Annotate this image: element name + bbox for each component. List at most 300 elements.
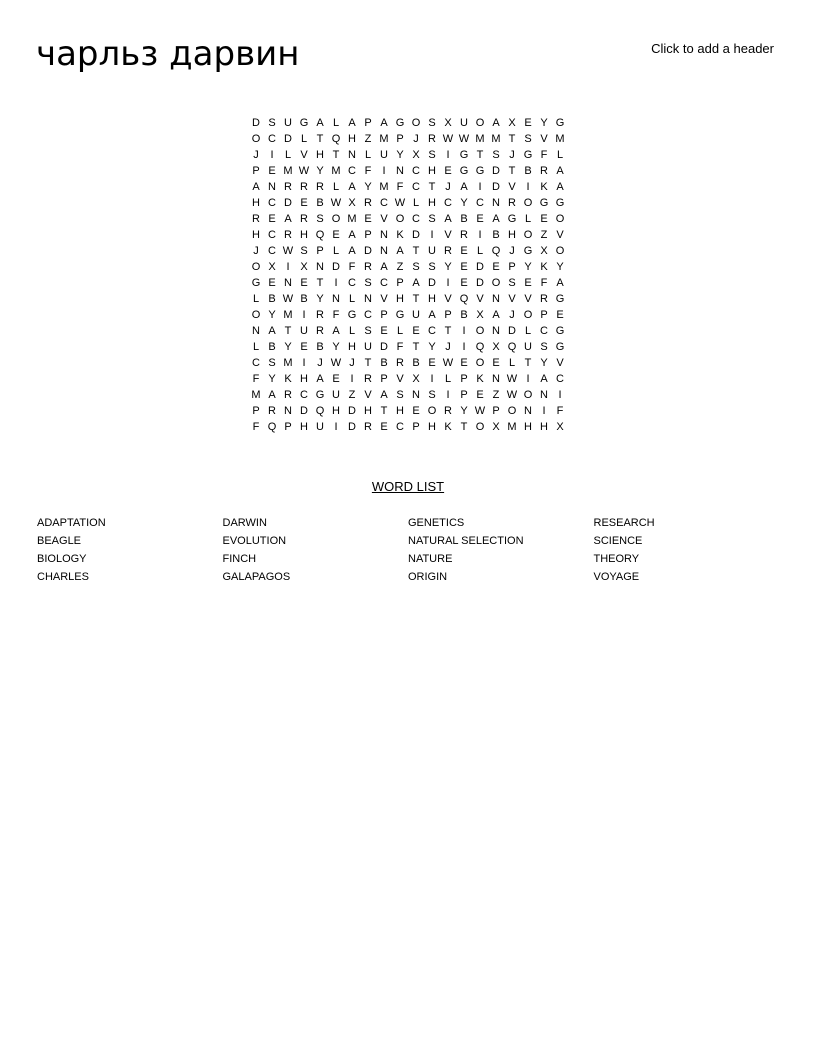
grid-letter: R: [300, 213, 308, 225]
grid-letter: N: [348, 149, 356, 161]
grid-letter: P: [364, 117, 372, 129]
grid-letter: N: [540, 389, 548, 401]
grid-letter: A: [316, 373, 324, 385]
grid-letter: C: [412, 165, 420, 177]
grid-letter: C: [540, 325, 548, 337]
grid-letter: Y: [556, 261, 564, 273]
grid-row: [248, 115, 584, 131]
word-list-item: NATURAL SELECTION: [408, 535, 524, 547]
grid-letter: R: [364, 261, 372, 273]
grid-letter: L: [332, 181, 340, 193]
grid-letter: Z: [396, 261, 404, 273]
grid-row: [248, 323, 584, 339]
grid-letter: S: [364, 325, 372, 337]
grid-letter: L: [332, 245, 340, 257]
grid-letter: E: [460, 261, 468, 273]
grid-letter: B: [316, 341, 324, 353]
grid-letter: E: [540, 213, 548, 225]
grid-letter: H: [252, 229, 260, 241]
grid-letter: E: [492, 261, 500, 273]
grid-letter: Y: [268, 373, 276, 385]
grid-letter: J: [253, 245, 259, 257]
grid-letter: T: [364, 357, 372, 369]
grid-letter: N: [396, 165, 404, 177]
grid-letter: E: [460, 245, 468, 257]
grid-letter: W: [506, 389, 518, 401]
grid-letter: J: [317, 357, 323, 369]
grid-letter: E: [412, 405, 420, 417]
grid-letter: I: [462, 325, 466, 337]
grid-letter: Y: [428, 341, 436, 353]
grid-letter: Z: [348, 389, 356, 401]
grid-letter: G: [507, 213, 517, 225]
grid-letter: I: [446, 277, 450, 289]
grid-letter: Q: [331, 133, 341, 145]
grid-letter: Z: [364, 133, 372, 145]
grid-letter: C: [252, 357, 260, 369]
grid-letter: T: [412, 341, 420, 353]
grid-row: [248, 339, 584, 355]
grid-letter: O: [395, 213, 405, 225]
grid-letter: B: [460, 213, 468, 225]
grid-letter: A: [492, 117, 500, 129]
grid-letter: T: [380, 405, 388, 417]
grid-letter: A: [348, 245, 356, 257]
grid-letter: A: [284, 213, 292, 225]
grid-letter: V: [364, 389, 372, 401]
grid-letter: M: [379, 181, 389, 193]
grid-letter: I: [382, 165, 386, 177]
grid-letter: V: [524, 293, 532, 305]
grid-row: [248, 275, 584, 291]
word-list-item: RESEARCH: [593, 517, 655, 529]
grid-letter: W: [506, 373, 518, 385]
grid-letter: R: [252, 213, 260, 225]
grid-letter: L: [524, 325, 532, 337]
grid-letter: A: [348, 117, 356, 129]
grid-letter: X: [412, 373, 420, 385]
grid-letter: E: [460, 357, 468, 369]
grid-letter: K: [540, 181, 548, 193]
grid-letter: T: [428, 181, 436, 193]
grid-row: [248, 371, 584, 387]
grid-letter: U: [316, 421, 324, 433]
grid-letter: R: [316, 181, 324, 193]
grid-letter: P: [380, 373, 388, 385]
word-list-item: GENETICS: [408, 517, 465, 529]
grid-letter: G: [555, 293, 565, 305]
grid-letter: G: [555, 325, 565, 337]
grid-letter: D: [380, 341, 388, 353]
grid-letter: C: [268, 229, 276, 241]
grid-letter: X: [348, 197, 356, 209]
grid-letter: Q: [507, 341, 517, 353]
grid-letter: T: [284, 325, 292, 337]
grid-letter: X: [444, 117, 452, 129]
grid-letter: L: [476, 245, 484, 257]
grid-letter: G: [459, 165, 469, 177]
grid-letter: Y: [540, 357, 548, 369]
word-search-grid: [248, 115, 584, 435]
word-list-column: [594, 514, 780, 586]
grid-row: [248, 387, 584, 403]
grid-letter: I: [478, 181, 482, 193]
grid-letter: I: [478, 229, 482, 241]
grid-letter: Q: [459, 293, 469, 305]
grid-row: [248, 195, 584, 211]
grid-letter: H: [332, 405, 340, 417]
grid-letter: J: [445, 181, 451, 193]
grid-letter: O: [331, 213, 341, 225]
grid-letter: C: [268, 197, 276, 209]
grid-letter: N: [364, 293, 372, 305]
grid-letter: R: [316, 309, 324, 321]
grid-letter: C: [300, 389, 308, 401]
grid-letter: M: [491, 133, 501, 145]
grid-letter: R: [284, 229, 292, 241]
grid-letter: N: [284, 405, 292, 417]
grid-row: [248, 163, 584, 179]
grid-letter: L: [556, 149, 564, 161]
grid-letter: O: [523, 389, 533, 401]
grid-letter: Q: [475, 341, 485, 353]
grid-letter: K: [444, 421, 452, 433]
grid-letter: H: [396, 405, 404, 417]
grid-letter: W: [298, 165, 310, 177]
grid-letter: N: [268, 181, 276, 193]
grid-letter: D: [284, 133, 292, 145]
grid-letter: I: [462, 341, 466, 353]
grid-letter: V: [508, 293, 516, 305]
grid-letter: E: [380, 421, 388, 433]
grid-letter: W: [330, 357, 342, 369]
grid-letter: A: [412, 277, 420, 289]
grid-letter: T: [508, 165, 516, 177]
grid-letter: K: [540, 261, 548, 273]
grid-letter: G: [555, 197, 565, 209]
grid-letter: B: [316, 197, 324, 209]
grid-letter: A: [380, 389, 388, 401]
grid-letter: C: [380, 197, 388, 209]
grid-letter: A: [556, 181, 564, 193]
grid-letter: S: [316, 213, 324, 225]
grid-letter: L: [252, 293, 260, 305]
grid-letter: U: [284, 117, 292, 129]
grid-row: [248, 179, 584, 195]
grid-letter: R: [396, 357, 404, 369]
grid-letter: S: [428, 213, 436, 225]
word-list-item: NATURE: [408, 553, 453, 565]
grid-letter: X: [492, 421, 500, 433]
grid-letter: K: [284, 373, 292, 385]
grid-letter: M: [555, 133, 565, 145]
grid-letter: G: [555, 117, 565, 129]
grid-letter: B: [524, 165, 532, 177]
grid-letter: J: [413, 133, 419, 145]
grid-letter: W: [330, 197, 342, 209]
grid-letter: A: [348, 181, 356, 193]
word-list-column: [408, 514, 594, 586]
word-list: [37, 514, 781, 586]
grid-letter: F: [540, 277, 548, 289]
grid-letter: D: [508, 325, 516, 337]
grid-letter: A: [316, 117, 324, 129]
grid-letter: E: [476, 389, 484, 401]
grid-letter: T: [316, 133, 324, 145]
grid-letter: Z: [492, 389, 500, 401]
grid-letter: X: [476, 309, 484, 321]
grid-letter: X: [300, 261, 308, 273]
grid-letter: S: [524, 133, 532, 145]
grid-letter: E: [444, 165, 452, 177]
grid-letter: A: [492, 309, 500, 321]
grid-letter: S: [428, 389, 436, 401]
word-list-item: VOYAGE: [593, 571, 640, 583]
grid-letter: Q: [491, 245, 501, 257]
grid-letter: O: [475, 421, 485, 433]
grid-letter: P: [492, 405, 500, 417]
grid-letter: R: [460, 229, 468, 241]
grid-letter: W: [442, 133, 454, 145]
grid-letter: P: [364, 229, 372, 241]
grid-letter: A: [556, 165, 564, 177]
grid-letter: P: [252, 405, 260, 417]
grid-letter: T: [476, 149, 484, 161]
grid-letter: A: [332, 325, 340, 337]
grid-letter: S: [508, 277, 516, 289]
grid-letter: V: [556, 229, 564, 241]
grid-letter: A: [380, 117, 388, 129]
grid-letter: C: [268, 245, 276, 257]
grid-letter: C: [348, 165, 356, 177]
grid-letter: E: [524, 277, 532, 289]
grid-letter: E: [300, 341, 308, 353]
grid-letter: D: [412, 229, 420, 241]
grid-letter: W: [394, 197, 406, 209]
grid-letter: O: [427, 405, 437, 417]
grid-letter: S: [492, 149, 500, 161]
grid-letter: O: [251, 309, 261, 321]
grid-letter: U: [524, 341, 532, 353]
grid-letter: R: [284, 181, 292, 193]
grid-letter: V: [380, 293, 388, 305]
grid-letter: O: [555, 245, 565, 257]
grid-letter: Y: [332, 341, 340, 353]
grid-letter: H: [396, 293, 404, 305]
grid-letter: I: [286, 261, 290, 273]
grid-letter: Y: [396, 149, 404, 161]
grid-letter: Y: [364, 181, 372, 193]
grid-letter: B: [268, 293, 276, 305]
grid-letter: T: [412, 245, 420, 257]
grid-letter: U: [412, 309, 420, 321]
grid-letter: T: [524, 357, 532, 369]
grid-letter: A: [428, 309, 436, 321]
grid-letter: I: [526, 373, 530, 385]
grid-letter: T: [444, 325, 452, 337]
grid-letter: E: [332, 229, 340, 241]
grid-letter: X: [492, 341, 500, 353]
grid-letter: E: [412, 325, 420, 337]
grid-letter: I: [334, 421, 338, 433]
grid-letter: E: [492, 357, 500, 369]
grid-letter: D: [300, 405, 308, 417]
grid-letter: N: [492, 325, 500, 337]
grid-letter: Z: [540, 229, 548, 241]
grid-letter: U: [332, 389, 340, 401]
grid-letter: L: [300, 133, 308, 145]
grid-letter: F: [364, 165, 372, 177]
grid-letter: V: [540, 133, 548, 145]
grid-letter: L: [396, 325, 404, 337]
grid-letter: V: [444, 293, 452, 305]
grid-letter: H: [300, 373, 308, 385]
grid-letter: R: [316, 325, 324, 337]
grid-letter: R: [508, 197, 516, 209]
grid-letter: L: [412, 197, 420, 209]
grid-letter: N: [380, 229, 388, 241]
grid-letter: J: [509, 309, 515, 321]
grid-letter: Q: [267, 421, 277, 433]
word-list-item: GALAPAGOS: [222, 571, 291, 583]
grid-letter: H: [508, 229, 516, 241]
grid-letter: Q: [315, 229, 325, 241]
word-list-item: ADAPTATION: [37, 517, 106, 529]
grid-letter: B: [268, 341, 276, 353]
grid-letter: E: [364, 213, 372, 225]
page-title: чарльз дарвин: [36, 34, 300, 74]
grid-letter: S: [364, 277, 372, 289]
grid-letter: O: [507, 405, 517, 417]
grid-letter: L: [348, 325, 356, 337]
grid-letter: K: [476, 373, 484, 385]
grid-letter: D: [492, 181, 500, 193]
grid-letter: C: [476, 197, 484, 209]
grid-letter: G: [523, 245, 533, 257]
grid-letter: F: [348, 261, 356, 273]
grid-letter: E: [460, 277, 468, 289]
grid-letter: R: [364, 373, 372, 385]
grid-letter: P: [284, 421, 292, 433]
grid-letter: X: [508, 117, 516, 129]
grid-letter: H: [316, 149, 324, 161]
grid-letter: F: [252, 421, 260, 433]
grid-letter: I: [302, 309, 306, 321]
grid-letter: G: [475, 165, 485, 177]
grid-row: [248, 131, 584, 147]
grid-letter: E: [556, 309, 564, 321]
grid-letter: N: [332, 293, 340, 305]
grid-letter: C: [380, 277, 388, 289]
grid-letter: E: [428, 357, 436, 369]
grid-letter: O: [523, 197, 533, 209]
grid-letter: G: [459, 149, 469, 161]
grid-letter: L: [524, 213, 532, 225]
grid-letter: M: [251, 389, 261, 401]
grid-letter: D: [492, 165, 500, 177]
grid-letter: D: [476, 261, 484, 273]
grid-letter: N: [524, 405, 532, 417]
grid-letter: W: [474, 405, 486, 417]
grid-letter: I: [446, 149, 450, 161]
grid-row: [248, 403, 584, 419]
grid-letter: C: [428, 325, 436, 337]
grid-letter: C: [412, 181, 420, 193]
header-placeholder[interactable]: Click to add a header: [651, 41, 774, 56]
grid-letter: X: [556, 421, 564, 433]
grid-row: [248, 291, 584, 307]
grid-letter: C: [364, 309, 372, 321]
grid-letter: H: [540, 421, 548, 433]
grid-letter: O: [475, 325, 485, 337]
grid-letter: O: [523, 229, 533, 241]
grid-letter: G: [539, 197, 549, 209]
grid-letter: D: [252, 117, 260, 129]
word-list-column: [37, 514, 223, 586]
grid-letter: V: [556, 357, 564, 369]
grid-letter: G: [555, 341, 565, 353]
grid-letter: N: [284, 277, 292, 289]
grid-letter: Q: [315, 405, 325, 417]
grid-letter: L: [348, 293, 356, 305]
grid-letter: D: [348, 421, 356, 433]
grid-letter: L: [284, 149, 292, 161]
grid-letter: O: [251, 133, 261, 145]
grid-letter: L: [364, 149, 372, 161]
grid-letter: A: [252, 181, 260, 193]
grid-letter: M: [347, 213, 357, 225]
grid-letter: R: [444, 245, 452, 257]
grid-letter: B: [380, 357, 388, 369]
grid-row: [248, 243, 584, 259]
grid-letter: O: [523, 309, 533, 321]
grid-letter: S: [396, 389, 404, 401]
grid-letter: T: [460, 421, 468, 433]
grid-letter: P: [396, 133, 404, 145]
grid-letter: V: [396, 373, 404, 385]
grid-letter: K: [396, 229, 404, 241]
grid-letter: R: [300, 181, 308, 193]
grid-letter: B: [460, 309, 468, 321]
grid-row: [248, 227, 584, 243]
grid-letter: A: [268, 389, 276, 401]
grid-letter: E: [380, 325, 388, 337]
grid-letter: G: [315, 389, 325, 401]
grid-letter: E: [268, 165, 276, 177]
grid-letter: B: [300, 293, 308, 305]
grid-letter: F: [396, 181, 404, 193]
grid-letter: L: [508, 357, 516, 369]
grid-letter: G: [299, 117, 309, 129]
grid-letter: P: [412, 421, 420, 433]
grid-letter: S: [540, 341, 548, 353]
grid-letter: P: [540, 309, 548, 321]
grid-letter: M: [507, 421, 517, 433]
grid-letter: U: [364, 341, 372, 353]
grid-letter: P: [460, 373, 468, 385]
grid-letter: U: [460, 117, 468, 129]
grid-letter: M: [283, 309, 293, 321]
grid-letter: P: [380, 309, 388, 321]
grid-letter: H: [364, 405, 372, 417]
grid-letter: G: [523, 149, 533, 161]
grid-letter: A: [268, 325, 276, 337]
grid-letter: X: [412, 149, 420, 161]
grid-letter: D: [348, 405, 356, 417]
grid-letter: I: [334, 277, 338, 289]
grid-letter: P: [252, 165, 260, 177]
grid-letter: B: [492, 229, 500, 241]
